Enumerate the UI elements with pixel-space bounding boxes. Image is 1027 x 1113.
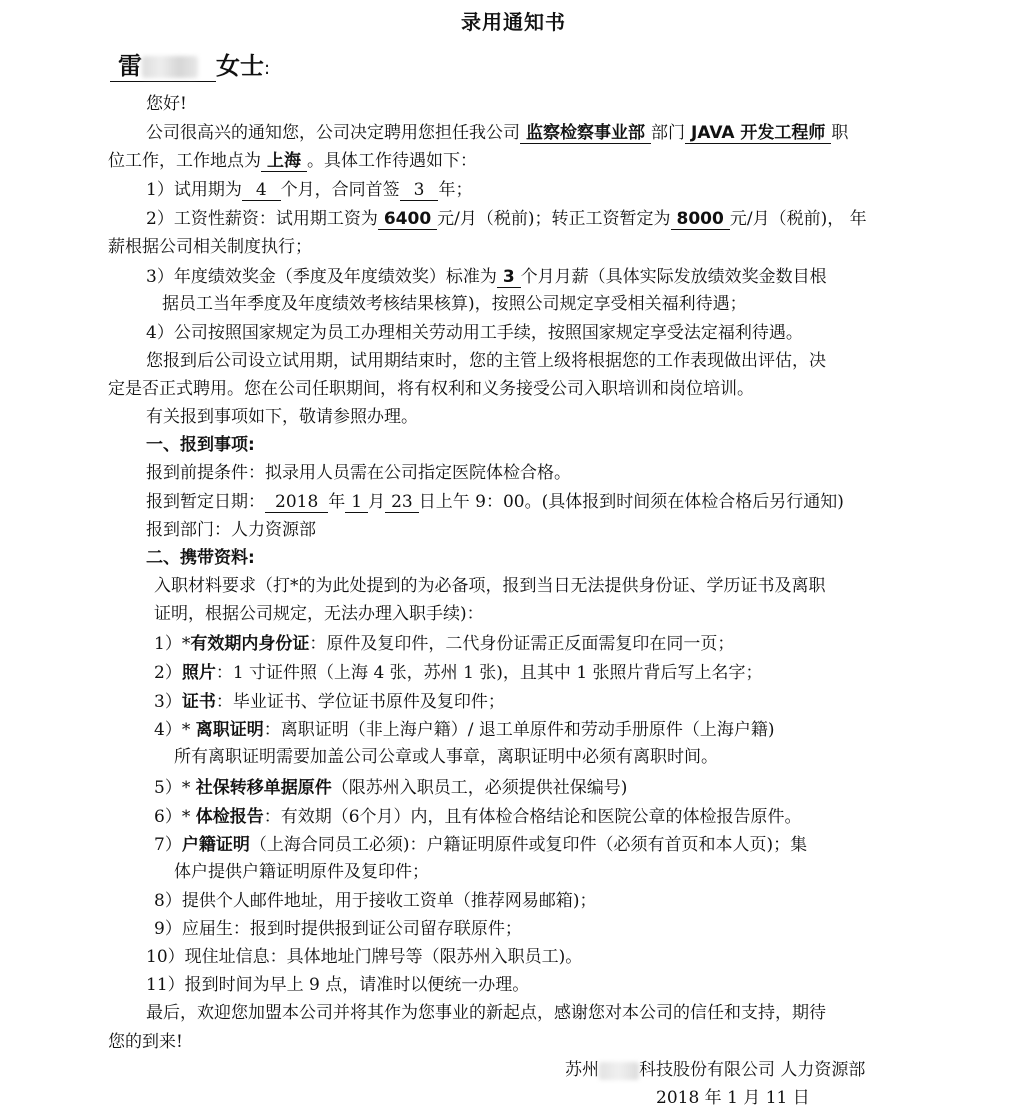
material-item-4-cont: 所有离职证明需要加盖公司公章或人事章，离职证明中必须有离职时间。 xyxy=(174,747,718,767)
probation-text-2: 定是否正式聘用。您在公司任职期间，将有权利和义务接受公司入职培训和岗位培训。 xyxy=(108,379,754,399)
closing-1: 最后，欢迎您加盟本公司并将其作为您事业的新起点，感谢您对本公司的信任和支持，期待 xyxy=(146,1003,826,1023)
probation-text-3: 有关报到事项如下，敬请参照办理。 xyxy=(146,407,418,427)
material-item-5: 5）* 社保转移单据原件（限苏州入职员工，必须提供社保编号) xyxy=(154,778,628,798)
term-labor: 4）公司按照国家规定为员工办理相关劳动用工手续，按照国家规定享受法定福利待遇。 xyxy=(146,323,803,343)
material-item-8: 8）提供个人邮件地址，用于接收工资单（推荐网易邮箱)； xyxy=(154,891,597,911)
section-2-heading: 二、携带资料: xyxy=(146,548,255,568)
probation-months: 4 xyxy=(242,180,281,201)
term-bonus: 3）年度绩效奖金（季度及年度绩效奖）标准为 3 个月月薪（具体实际发放绩效奖金数目根 xyxy=(146,267,827,287)
recipient-title: 女士 xyxy=(216,52,264,80)
material-req-1: 入职材料要求（打*的为此处提到的为必备项，报到当日无法提供身份证、学历证书及离职 xyxy=(154,576,826,596)
term-salary: 2）工资性薪资：试用期工资为 6400 元/月（税前)；转正工资暂定为 8000 元/月（税前)， 年 xyxy=(146,209,867,229)
contract-years: 3 xyxy=(400,180,439,201)
report-dept: 报到部门：人力资源部 xyxy=(146,520,316,540)
redacted-company-blur xyxy=(599,1062,639,1080)
document-title: 录用通知书 xyxy=(461,10,566,34)
material-item-11: 11）报到时间为早上 9 点，请准时以便统一办理。 xyxy=(146,975,530,995)
material-item-3: 3）证书：毕业证书、学位证书原件及复印件； xyxy=(154,692,505,712)
term-probation: 1）试用期为 4 个月，合同首签 3 年； xyxy=(146,180,473,200)
report-date: 报到暂定日期： 2018 年 1 月 23 日上午 9：00。(具体报到时间须在体检合格后另行通知) xyxy=(146,492,844,512)
material-item-9: 9）应届生：报到时提供报到证公司留存联原件； xyxy=(154,919,522,939)
salutation: 雷 女士: xyxy=(110,46,270,82)
probation-salary: 6400 xyxy=(378,209,437,230)
material-item-7: 7）户籍证明（上海合同员工必须)：户籍证明原件或复印件（必须有首页和本人页)；集 xyxy=(154,835,808,855)
signature-company: 苏州 科技股份有限公司 人力资源部 xyxy=(565,1060,866,1080)
position-value: JAVA 开发工程师 xyxy=(685,123,831,144)
location-value: 上海 xyxy=(261,151,307,172)
closing-2: 您的到来! xyxy=(108,1032,183,1052)
term-bonus-cont: 据员工当年季度及年度绩效考核结果核算)，按照公司规定享受相关福利待遇； xyxy=(162,294,747,314)
report-prereq: 报到前提条件：拟录用人员需在公司指定医院体检合格。 xyxy=(146,463,571,483)
material-item-2: 2）照片：1 寸证件照（上海 4 张，苏州 1 张)，且其中 1 张照片背后写上名字； xyxy=(154,663,763,683)
report-year: 2018 xyxy=(265,492,328,513)
material-req-2: 证明，根据公司规定，无法办理入职手续)： xyxy=(154,604,484,624)
material-item-10: 10）现住址信息：具体地址门牌号等（限苏州入职员工)。 xyxy=(146,947,583,967)
report-day: 23 xyxy=(385,492,419,513)
intro-line-1: 公司很高兴的通知您，公司决定聘用您担任我公司 监察检察事业部 部门 JAVA 开发工程师 职 xyxy=(146,123,849,143)
report-month: 1 xyxy=(345,492,368,513)
section-1-heading: 一、报到事项: xyxy=(146,435,255,455)
intro-line-2: 位工作，工作地点为 上海 。具体工作待遇如下： xyxy=(108,151,477,171)
recipient-name: 雷 xyxy=(110,46,216,82)
material-item-1: 1）*有效期内身份证：原件及复印件，二代身份证需正反面需复印在同一页； xyxy=(154,634,735,654)
probation-text-1: 您报到后公司设立试用期，试用期结束时，您的主管上级将根据您的工作表现做出评估，决 xyxy=(146,351,826,371)
material-item-4: 4）* 离职证明：离职证明（非上海户籍）/ 退工单原件和劳动手册原件（上海户籍) xyxy=(154,720,775,740)
signature-date: 2018 年 1 月 11 日 xyxy=(656,1088,810,1108)
term-salary-cont: 薪根据公司相关制度执行； xyxy=(108,237,312,257)
greeting: 您好! xyxy=(146,94,187,114)
regular-salary: 8000 xyxy=(671,209,730,230)
redacted-name-blur xyxy=(142,56,198,78)
bonus-months: 3 xyxy=(497,267,521,288)
department-value: 监察检察事业部 xyxy=(520,123,651,144)
material-item-6: 6）* 体检报告：有效期（6个月）内，且有体检合格结论和医院公章的体检报告原件。 xyxy=(154,807,802,827)
material-item-7-cont: 体户提供户籍证明原件及复印件； xyxy=(174,862,429,882)
